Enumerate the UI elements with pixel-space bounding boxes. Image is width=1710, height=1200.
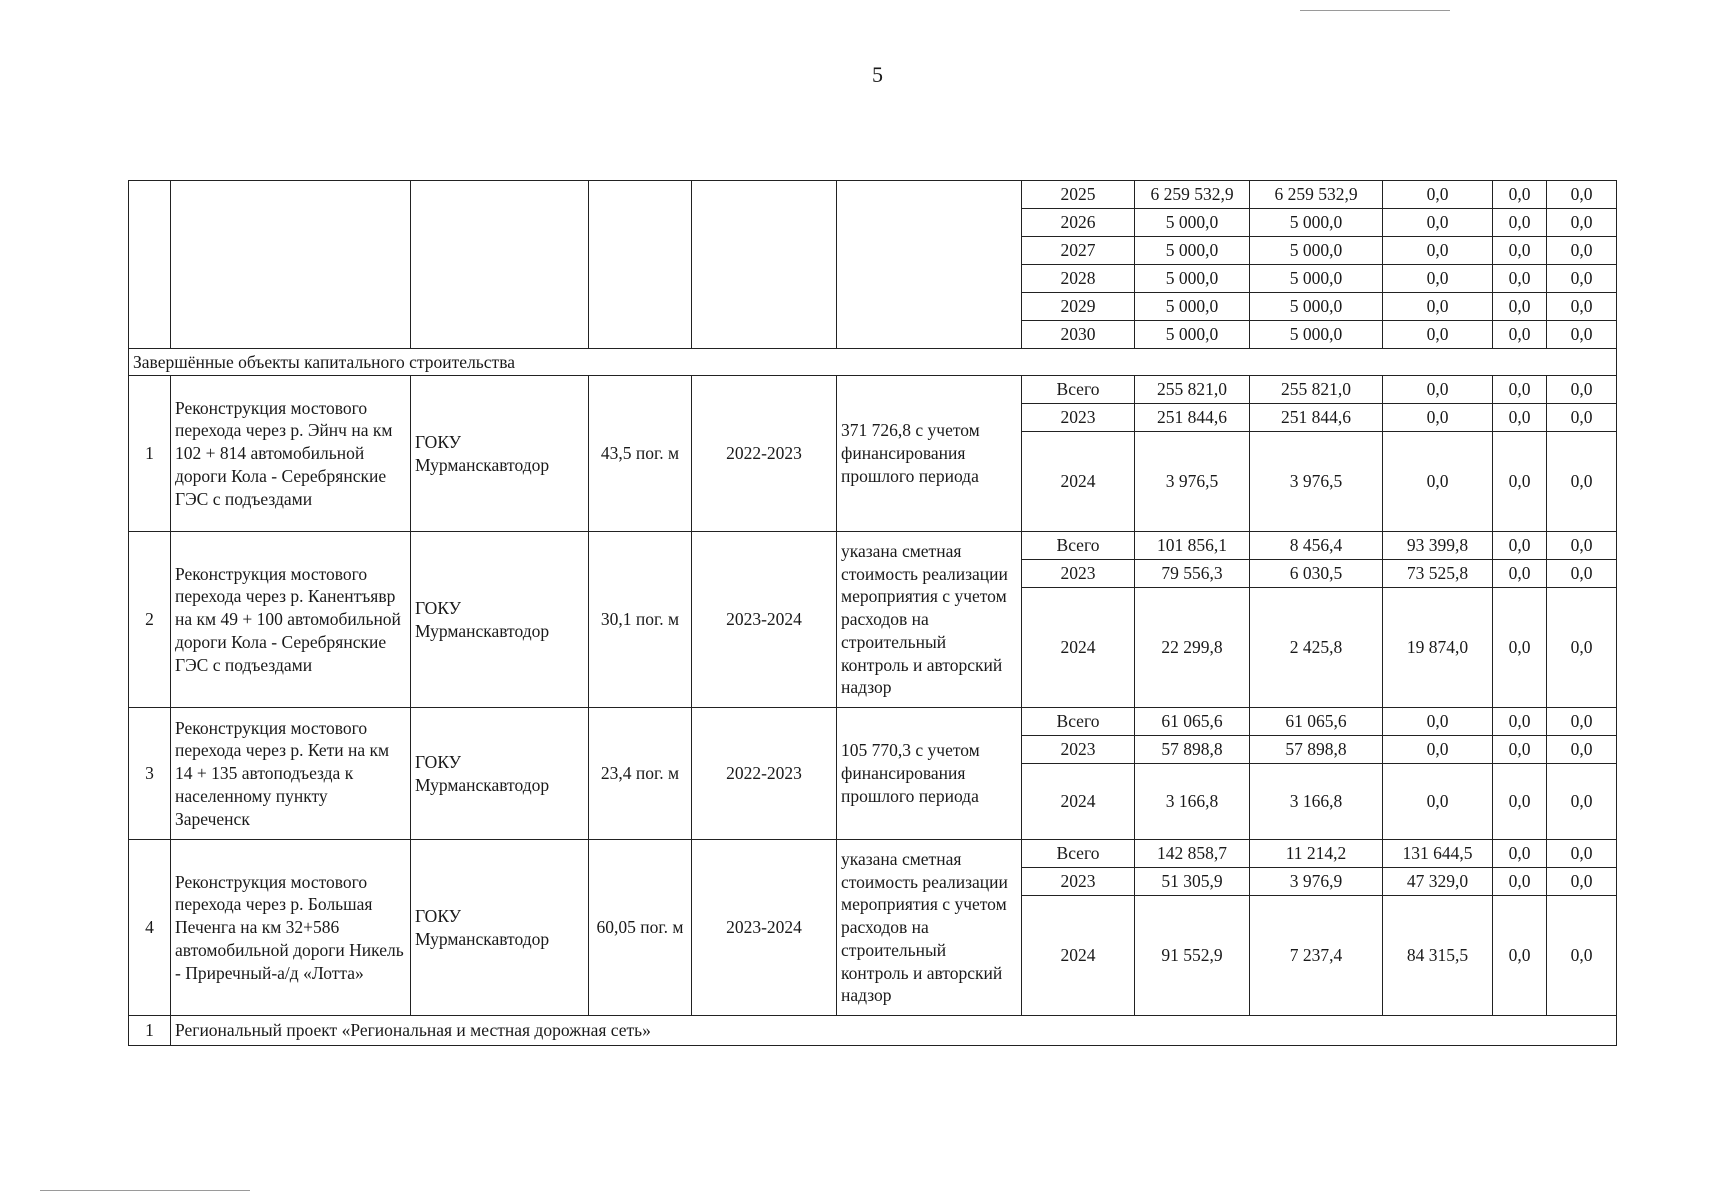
other-cell: 0,0 (1547, 404, 1617, 432)
total-cell: 79 556,3 (1135, 560, 1250, 588)
object-number: 2 (129, 532, 171, 708)
year-cell: 2027 (1022, 237, 1135, 265)
year-cell: 2023 (1022, 736, 1135, 764)
year-cell: Всего (1022, 376, 1135, 404)
local-cell: 0,0 (1493, 237, 1547, 265)
year-cell: 2030 (1022, 321, 1135, 349)
empty-cell (589, 181, 692, 349)
object-period: 2023-2024 (692, 840, 837, 1016)
object-number: 4 (129, 840, 171, 1016)
object-name: Реконструкция мостового перехода через р. Большая Печенга на км 32+586 автомобильной дороги Никель - Приречный-а/д «Лотта» (171, 840, 411, 1016)
total-cell: 5 000,0 (1135, 293, 1250, 321)
year-cell: 2023 (1022, 560, 1135, 588)
regional-cell: 3 976,9 (1250, 868, 1383, 896)
regional-cell: 5 000,0 (1250, 237, 1383, 265)
project-number: 1 (129, 1016, 171, 1046)
total-cell: 6 259 532,9 (1135, 181, 1250, 209)
local-cell: 0,0 (1493, 181, 1547, 209)
empty-cell (692, 181, 837, 349)
total-cell: 101 856,1 (1135, 532, 1250, 560)
other-cell: 0,0 (1547, 736, 1617, 764)
local-cell: 0,0 (1493, 209, 1547, 237)
object-number: 3 (129, 708, 171, 840)
federal-cell: 0,0 (1383, 265, 1493, 293)
regional-cell: 61 065,6 (1250, 708, 1383, 736)
regional-cell: 6 259 532,9 (1250, 181, 1383, 209)
other-cell: 0,0 (1547, 321, 1617, 349)
year-cell: 2024 (1022, 896, 1135, 1016)
year-cell: 2025 (1022, 181, 1135, 209)
federal-cell: 84 315,5 (1383, 896, 1493, 1016)
table-row (129, 532, 1617, 560)
scan-mark-top (1300, 10, 1450, 11)
federal-cell: 131 644,5 (1383, 840, 1493, 868)
local-cell: 0,0 (1493, 293, 1547, 321)
object-number: 1 (129, 376, 171, 532)
regional-cell: 7 237,4 (1250, 896, 1383, 1016)
table-row (129, 708, 1617, 736)
object-period: 2022-2023 (692, 708, 837, 840)
total-cell: 5 000,0 (1135, 321, 1250, 349)
section-row (129, 349, 1617, 376)
regional-cell: 5 000,0 (1250, 321, 1383, 349)
other-cell: 0,0 (1547, 588, 1617, 708)
other-cell: 0,0 (1547, 840, 1617, 868)
total-cell: 5 000,0 (1135, 265, 1250, 293)
local-cell: 0,0 (1493, 764, 1547, 840)
year-cell: 2026 (1022, 209, 1135, 237)
local-cell: 0,0 (1493, 560, 1547, 588)
federal-cell: 0,0 (1383, 209, 1493, 237)
object-name: Реконструкция мостового перехода через р. Канентъявр на км 49 + 100 автомобильной дороги Кола - Серебрянские ГЭС с подъездами (171, 532, 411, 708)
other-cell: 0,0 (1547, 209, 1617, 237)
regional-cell: 57 898,8 (1250, 736, 1383, 764)
regional-cell: 3 976,5 (1250, 432, 1383, 532)
other-cell: 0,0 (1547, 764, 1617, 840)
local-cell: 0,0 (1493, 404, 1547, 432)
local-cell: 0,0 (1493, 265, 1547, 293)
federal-cell: 19 874,0 (1383, 588, 1493, 708)
year-cell: 2023 (1022, 404, 1135, 432)
total-cell: 61 065,6 (1135, 708, 1250, 736)
regional-cell: 2 425,8 (1250, 588, 1383, 708)
federal-cell: 0,0 (1383, 764, 1493, 840)
federal-cell: 0,0 (1383, 321, 1493, 349)
local-cell: 0,0 (1493, 840, 1547, 868)
regional-cell: 6 030,5 (1250, 560, 1383, 588)
project-title: Региональный проект «Региональная и местная дорожная сеть» (171, 1016, 1617, 1046)
year-cell: Всего (1022, 840, 1135, 868)
federal-cell: 0,0 (1383, 736, 1493, 764)
total-cell: 3 976,5 (1135, 432, 1250, 532)
object-customer: ГОКУ Мурманскавтодор (411, 708, 589, 840)
object-cost: 105 770,3 с учетом финансирования прошлого периода (837, 708, 1022, 840)
local-cell: 0,0 (1493, 896, 1547, 1016)
regional-cell: 11 214,2 (1250, 840, 1383, 868)
total-cell: 5 000,0 (1135, 237, 1250, 265)
federal-cell: 0,0 (1383, 708, 1493, 736)
federal-cell: 93 399,8 (1383, 532, 1493, 560)
other-cell: 0,0 (1547, 896, 1617, 1016)
regional-cell: 8 456,4 (1250, 532, 1383, 560)
other-cell: 0,0 (1547, 181, 1617, 209)
total-cell: 251 844,6 (1135, 404, 1250, 432)
other-cell: 0,0 (1547, 532, 1617, 560)
object-name: Реконструкция мостового перехода через р. Эйнч на км 102 + 814 автомобильной дороги Кола - Серебрянские ГЭС с подъездами (171, 376, 411, 532)
object-period: 2022-2023 (692, 376, 837, 532)
object-capacity: 23,4 пог. м (589, 708, 692, 840)
local-cell: 0,0 (1493, 432, 1547, 532)
local-cell: 0,0 (1493, 708, 1547, 736)
page-number: 5 (872, 62, 883, 87)
object-name: Реконструкция мостового перехода через р. Кети на км 14 + 135 автоподъезда к населенному пункту Зареченск (171, 708, 411, 840)
other-cell: 0,0 (1547, 560, 1617, 588)
section-title: Завершённые объекты капитального строительства (129, 349, 1617, 376)
federal-cell: 0,0 (1383, 376, 1493, 404)
other-cell: 0,0 (1547, 376, 1617, 404)
regional-cell: 5 000,0 (1250, 265, 1383, 293)
local-cell: 0,0 (1493, 321, 1547, 349)
total-cell: 142 858,7 (1135, 840, 1250, 868)
total-cell: 3 166,8 (1135, 764, 1250, 840)
empty-cell (129, 181, 171, 349)
federal-cell: 0,0 (1383, 432, 1493, 532)
table-row (129, 840, 1617, 868)
year-cell: Всего (1022, 708, 1135, 736)
local-cell: 0,0 (1493, 588, 1547, 708)
object-customer: ГОКУ Мурманскавтодор (411, 376, 589, 532)
object-capacity: 30,1 пог. м (589, 532, 692, 708)
federal-cell: 0,0 (1383, 237, 1493, 265)
federal-cell: 0,0 (1383, 181, 1493, 209)
year-cell: 2023 (1022, 868, 1135, 896)
total-cell: 51 305,9 (1135, 868, 1250, 896)
other-cell: 0,0 (1547, 868, 1617, 896)
local-cell: 0,0 (1493, 736, 1547, 764)
local-cell: 0,0 (1493, 868, 1547, 896)
object-customer: ГОКУ Мурманскавтодор (411, 532, 589, 708)
regional-cell: 255 821,0 (1250, 376, 1383, 404)
regional-cell: 251 844,6 (1250, 404, 1383, 432)
year-cell: 2024 (1022, 764, 1135, 840)
financing-table (128, 180, 1617, 1046)
other-cell: 0,0 (1547, 708, 1617, 736)
federal-cell: 47 329,0 (1383, 868, 1493, 896)
empty-cell (411, 181, 589, 349)
project-row (129, 1016, 1617, 1046)
object-capacity: 60,05 пог. м (589, 840, 692, 1016)
total-cell: 255 821,0 (1135, 376, 1250, 404)
other-cell: 0,0 (1547, 265, 1617, 293)
regional-cell: 3 166,8 (1250, 764, 1383, 840)
other-cell: 0,0 (1547, 237, 1617, 265)
year-cell: Всего (1022, 532, 1135, 560)
object-cost: указана сметная стоимость реализации мероприятия с учетом расходов на строительный контроль и авторский надзор (837, 532, 1022, 708)
total-cell: 22 299,8 (1135, 588, 1250, 708)
object-capacity: 43,5 пог. м (589, 376, 692, 532)
total-cell: 5 000,0 (1135, 209, 1250, 237)
local-cell: 0,0 (1493, 376, 1547, 404)
regional-cell: 5 000,0 (1250, 293, 1383, 321)
total-cell: 91 552,9 (1135, 896, 1250, 1016)
object-customer: ГОКУ Мурманскавтодор (411, 840, 589, 1016)
scan-mark-bottom (40, 1190, 250, 1191)
other-cell: 0,0 (1547, 293, 1617, 321)
federal-cell: 0,0 (1383, 293, 1493, 321)
empty-cell (171, 181, 411, 349)
local-cell: 0,0 (1493, 532, 1547, 560)
table-row (129, 181, 1617, 209)
year-cell: 2024 (1022, 588, 1135, 708)
other-cell: 0,0 (1547, 432, 1617, 532)
regional-cell: 5 000,0 (1250, 209, 1383, 237)
object-cost: указана сметная стоимость реализации мероприятия с учетом расходов на строительный контроль и авторский надзор (837, 840, 1022, 1016)
year-cell: 2029 (1022, 293, 1135, 321)
table-row (129, 376, 1617, 404)
total-cell: 57 898,8 (1135, 736, 1250, 764)
year-cell: 2028 (1022, 265, 1135, 293)
object-period: 2023-2024 (692, 532, 837, 708)
federal-cell: 0,0 (1383, 404, 1493, 432)
empty-cell (837, 181, 1022, 349)
year-cell: 2024 (1022, 432, 1135, 532)
federal-cell: 73 525,8 (1383, 560, 1493, 588)
object-cost: 371 726,8 с учетом финансирования прошлого периода (837, 376, 1022, 532)
